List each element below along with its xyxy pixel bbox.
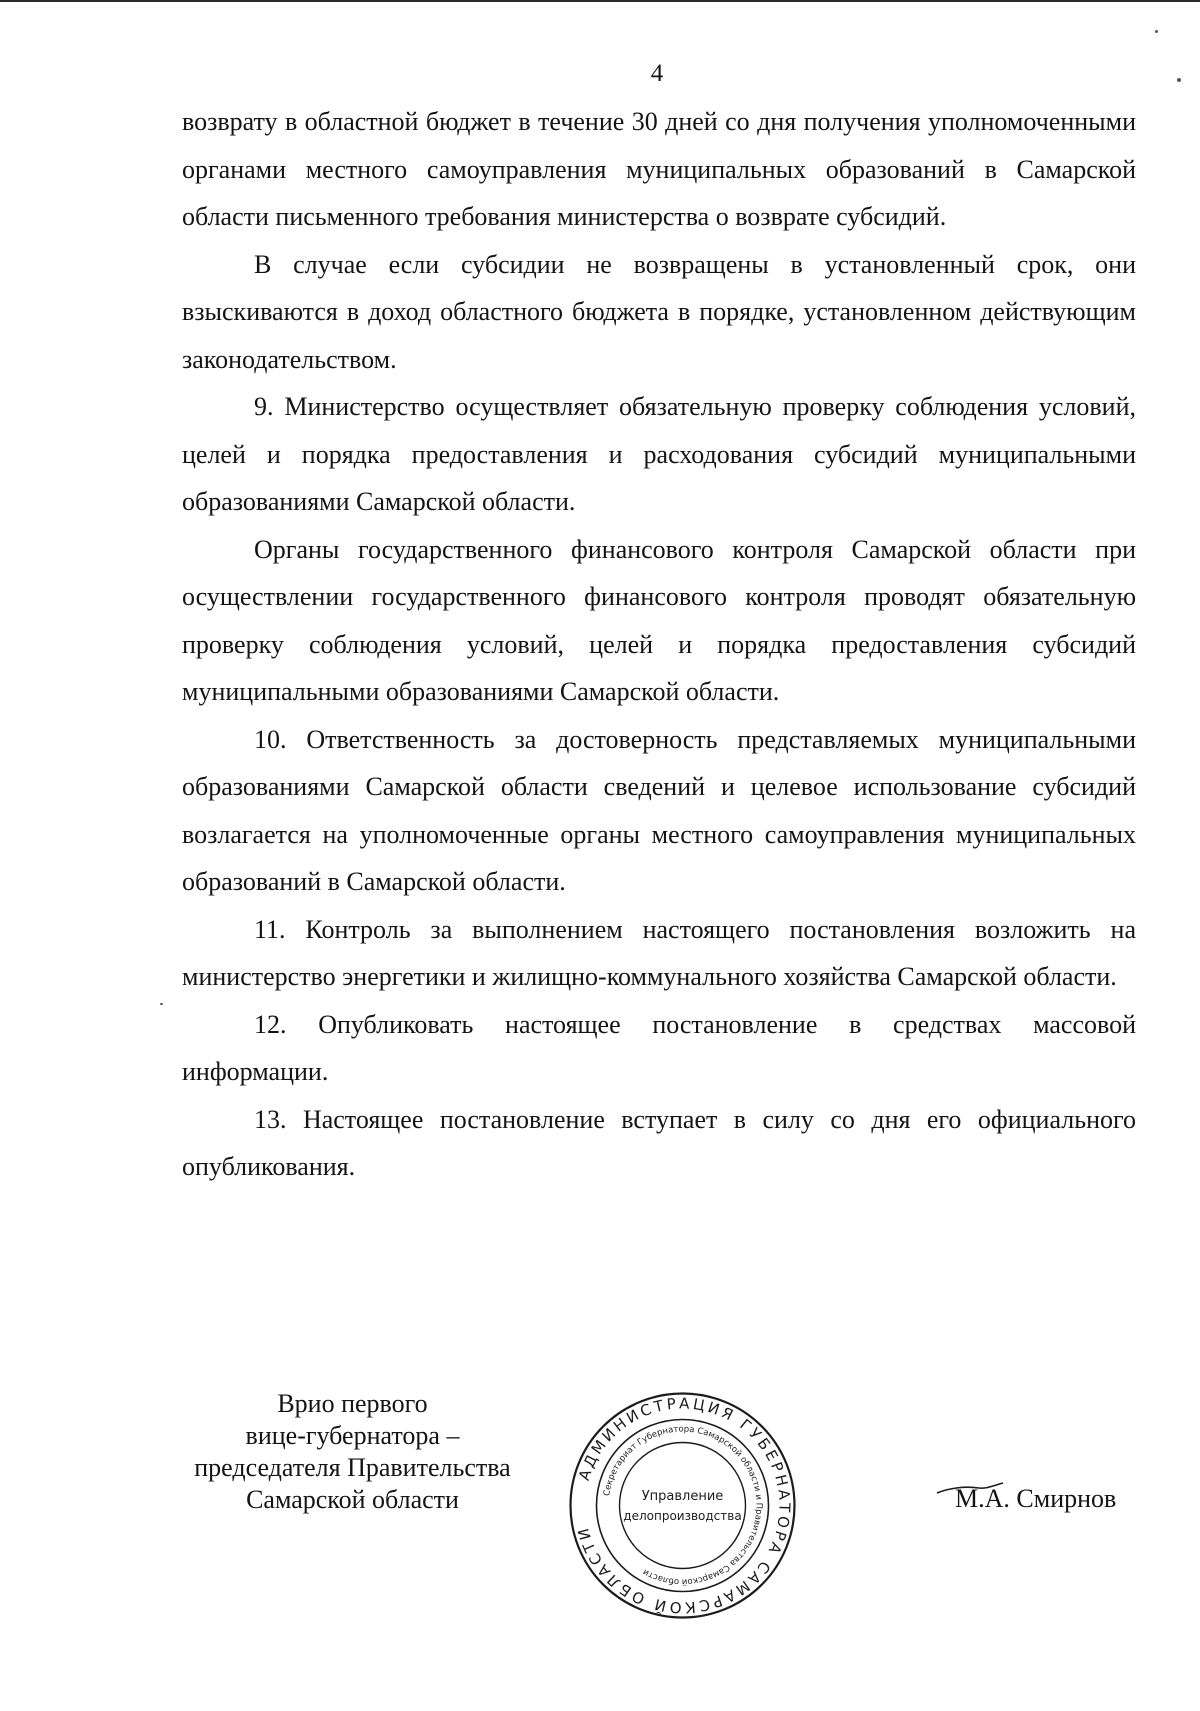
paragraph: 9. Министерство осуществляет обязательную проверку соблюдения условий, целей и порядка предоставления и расходования субсидий муниципальными образованиями Самарской области. bbox=[182, 392, 1136, 516]
scan-speck bbox=[1177, 78, 1181, 82]
signatory-title-line: вице-губернатора – bbox=[245, 1421, 460, 1450]
paragraph: возврату в областной бюджет в течение 30 дней со дня получения уполномоченными органами местного самоуправления муниципальных образований в Самарской области письменного требования министерства о возврате субсидий. bbox=[182, 107, 1136, 231]
paragraph: 10. Ответственность за достоверность представляемых муниципальными образованиями Самарской области сведений и целевое использование субсидий возлагается на уполномоченные органы местного самоуправления муниципальных образований в Самарской области. bbox=[182, 724, 1136, 896]
signatory-title-line: председателя Правительства bbox=[194, 1453, 511, 1482]
stamp-outer-text: АДМИНИСТРАЦИЯ ГУБЕРНАТОРА САМАРСКОЙ ОБЛАСТИ bbox=[573, 1394, 794, 1617]
stamp-graphic bbox=[565, 1388, 800, 1623]
official-stamp bbox=[565, 1388, 800, 1623]
paragraph: 11. Контроль за выполнением настоящего постановления возложить на министерство энергетики и жилищно-коммунального хозяйства Самарской области. bbox=[182, 914, 1136, 991]
top-border bbox=[0, 0, 1200, 2]
stamp-inner-circle bbox=[620, 1443, 746, 1569]
scan-speck bbox=[160, 1003, 163, 1005]
page-number: 4 bbox=[650, 60, 664, 87]
paragraph: В случае если субсидии не возвращены в установленный срок, они взыскиваются в доход областного бюджета в порядке, установленном действующим законодательством. bbox=[182, 249, 1136, 374]
scan-speck bbox=[1155, 30, 1158, 33]
paragraph: Органы государственного финансового контроля Самарской области при осуществлении государственного финансового контроля проводят обязательную проверку соблюдения условий, целей и порядка предоставления субсидий муниципальными образованиями Самарской области. bbox=[182, 534, 1136, 706]
signatory-title bbox=[180, 1388, 525, 1516]
signatory-title-line: Самарской области bbox=[246, 1485, 459, 1514]
paragraph: 13. Настоящее постановление вступает в силу со дня его официального опубликования. bbox=[182, 1104, 1136, 1181]
stamp-center-line1: Управление bbox=[641, 1489, 724, 1504]
signatory-title-line: Врио первого bbox=[277, 1389, 428, 1418]
document-body bbox=[182, 98, 1136, 1191]
stamp-center-line2: делопроизводства bbox=[623, 1509, 742, 1523]
stamp-middle-circle bbox=[597, 1420, 769, 1592]
signatory-name: М.А. Смирнов bbox=[955, 1484, 1117, 1513]
paragraph: 12. Опубликовать настоящее постановление в средствах массовой информации. bbox=[182, 1009, 1136, 1086]
stamp-inner-text: Секретариат Губернатора Самарской области и Правительства Самарской области bbox=[602, 1424, 764, 1587]
